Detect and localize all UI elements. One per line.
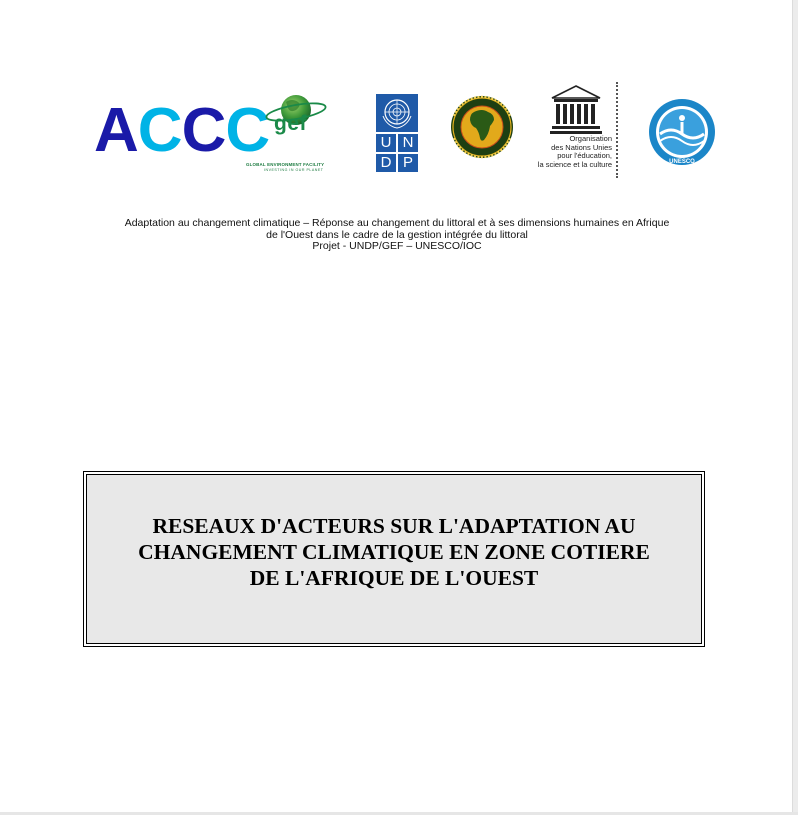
page-edge xyxy=(792,0,798,815)
title-line: DE L'AFRIQUE DE L'OUEST xyxy=(249,566,539,590)
logo-divider xyxy=(616,82,620,178)
accc-letter: A xyxy=(94,96,138,165)
unesco-temple-icon xyxy=(528,80,624,136)
subtitle-line: Adaptation au changement climatique – Réponse au changement du littoral et à ses dimensions humaines en Afrique xyxy=(124,217,670,229)
accc-logo xyxy=(94,96,270,165)
gef-subtagline: INVESTING IN OUR PLANET xyxy=(264,168,324,172)
accc-letter: C xyxy=(225,96,270,165)
gef-wordmark: gef xyxy=(274,112,307,135)
ioc-globe-icon xyxy=(646,98,718,170)
document-title xyxy=(87,513,701,591)
unesco-org-text xyxy=(492,135,612,169)
title-box xyxy=(86,474,702,644)
undp-emblem-block xyxy=(376,94,418,132)
accc-letter: C xyxy=(181,96,226,165)
ioc-unesco-logo xyxy=(646,98,718,170)
undp-letter: P xyxy=(398,154,418,172)
subtitle-line: Projet - UNDP/GEF – UNESCO/IOC xyxy=(312,240,482,252)
unesco-org-line: pour l'éducation, xyxy=(557,151,612,160)
gef-tagline: GLOBAL ENVIRONMENT FACILITY xyxy=(246,162,325,167)
ioc-label: UNESCO xyxy=(669,159,695,165)
undp-logo xyxy=(376,94,418,170)
title-line: RESEAUX D'ACTEURS SUR L'ADAPTATION AU xyxy=(152,514,636,538)
undp-letter: D xyxy=(376,154,396,172)
unesco-logo xyxy=(528,80,624,180)
subtitle-line: de l'Ouest dans le cadre de la gestion intégrée du littoral xyxy=(266,228,528,241)
undp-letter: U xyxy=(376,134,396,152)
unesco-org-line: des Nations Unies xyxy=(551,142,612,152)
project-subtitle xyxy=(110,218,684,253)
un-emblem-icon xyxy=(376,94,418,132)
accc-letter: C xyxy=(137,96,182,165)
title-line: CHANGEMENT CLIMATIQUE EN ZONE COTIERE xyxy=(138,540,650,564)
unesco-org-line: la science et la culture xyxy=(537,159,612,169)
unesco-org-line: Organisation xyxy=(569,134,612,143)
undp-letter: N xyxy=(398,134,418,152)
gef-logo xyxy=(246,90,346,174)
